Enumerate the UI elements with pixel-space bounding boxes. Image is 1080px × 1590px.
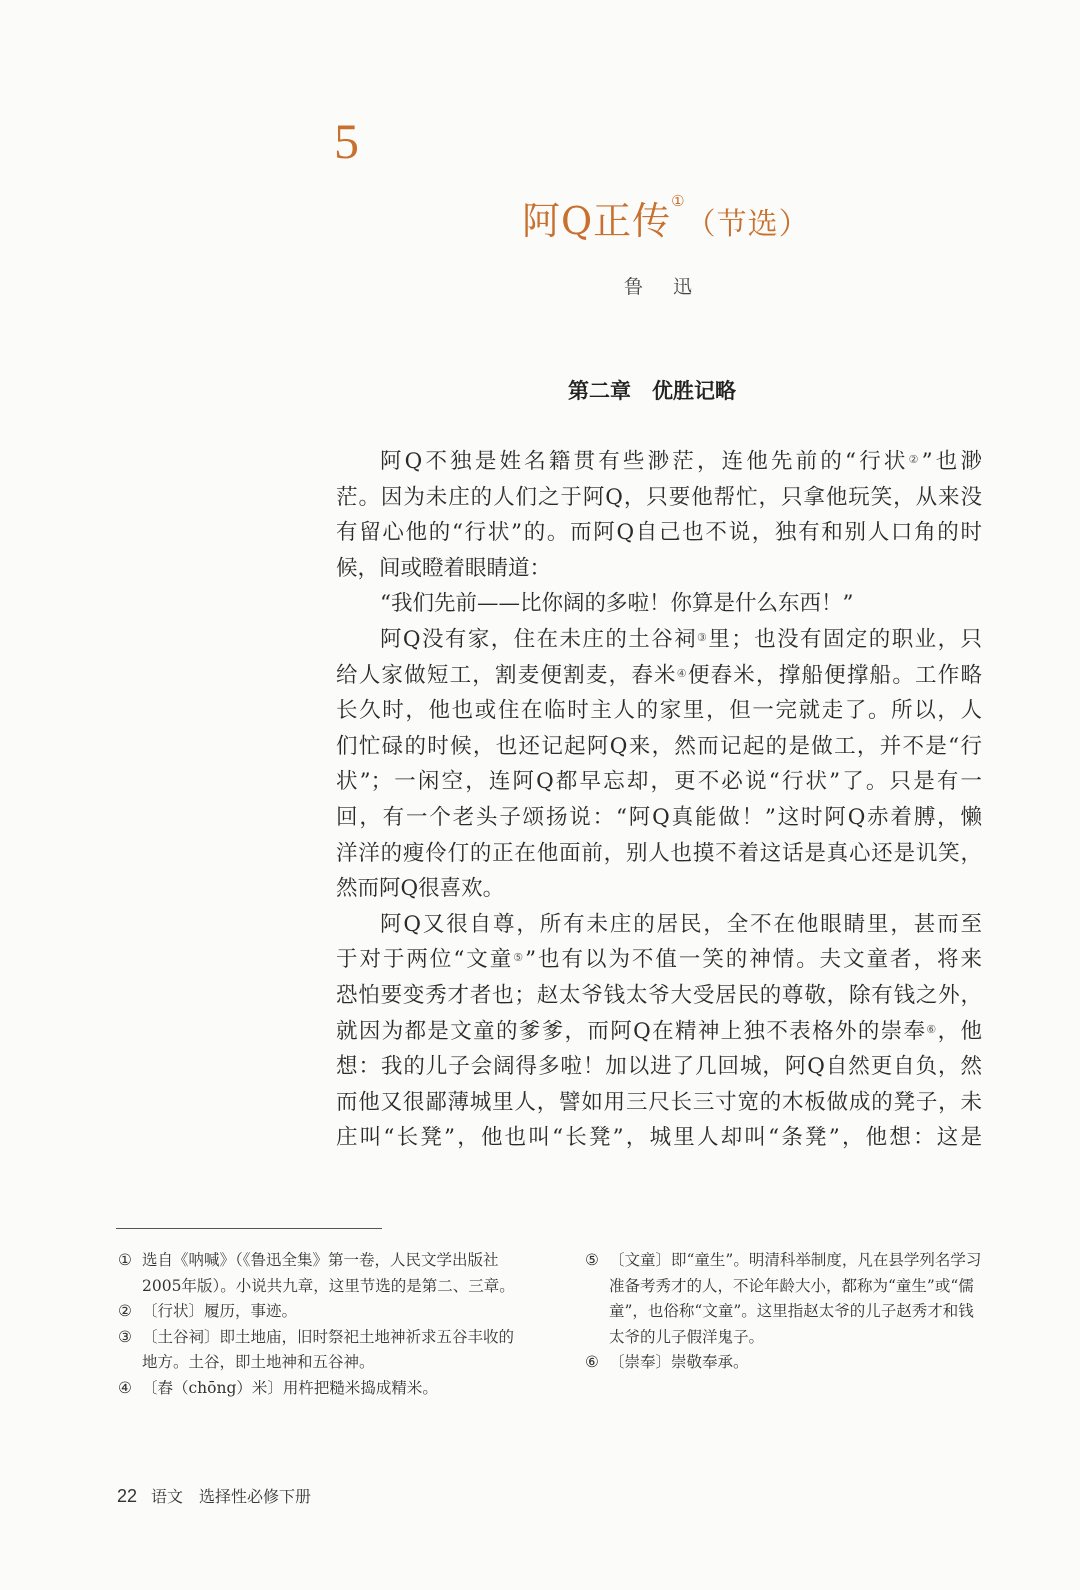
title-main: 阿Q正传 (522, 199, 672, 243)
footnote-mark: ⑤ (585, 1251, 599, 1269)
footnote-mark: ② (118, 1302, 132, 1320)
footnote-text: 〔舂（chōng）米〕用杵把糙米捣成精米。 (142, 1378, 438, 1397)
author: 鲁迅 (624, 276, 723, 298)
title-footnote-mark[interactable]: ① (671, 192, 686, 210)
footnote-text: 〔文童〕即“童生”。明清科举制度，凡在县学列名学习准备考秀才的人，不论年龄大小，都称为“童生”或“儒童”，也俗称“文童”。这里指赵太爷的儿子赵秀才和钱太爷的儿子假洋鬼子。 (609, 1251, 982, 1346)
text-segment: 然而阿Q很喜欢。 (336, 876, 505, 902)
text-line (336, 517, 982, 553)
footnote (118, 1376, 520, 1402)
footnote (585, 1248, 987, 1350)
text-line (336, 731, 982, 767)
footnote-ref[interactable]: ② (908, 453, 922, 466)
footnote-mark: ④ (118, 1378, 132, 1397)
footnote (118, 1325, 520, 1376)
text-segment: 阿Q又很自尊，所有未庄的居民，全不在他眼睛里，甚而至 (380, 911, 982, 937)
text-line (336, 588, 982, 624)
text-line (336, 980, 982, 1016)
text-line (336, 873, 982, 909)
footnote-text: 〔行状〕履历，事迹。 (142, 1302, 298, 1320)
text-segment: 庄叫“长凳”，他也叫“长凳”，城里人却叫“条凳”，他想：这是 (336, 1125, 982, 1151)
text-line (336, 1016, 982, 1052)
text-line (336, 1087, 982, 1123)
text-segment: 有留心他的“行状”的。而阿Q自己也不说，独有和别人口角的时 (336, 520, 982, 546)
text-line (336, 944, 982, 980)
text-line (336, 1122, 982, 1158)
text-line (336, 660, 982, 696)
footnotes-left (118, 1248, 520, 1401)
page-number: 22 (117, 1486, 138, 1506)
text-segment: “我们先前——比你阔的多啦！你算是什么东西！” (380, 591, 854, 617)
text-segment: 状”；一闲空，连阿Q都早忘却，更不必说“行状”了。只是有一 (336, 769, 982, 795)
footnote-ref[interactable]: ④ (676, 666, 688, 680)
text-segment: ”也有以为不值一笑的神情。夫文童者，将来 (525, 947, 982, 973)
text-segment: 恐怕要变秀才者也；赵太爷钱太爷大受居民的尊敬，除有钱之外， (336, 982, 982, 1008)
text-segment: 给人家做短工，割麦便割麦，舂米 (336, 662, 677, 688)
text-line (336, 838, 982, 874)
text-segment: 回，有一个老头子颂扬说：“阿Q真能做！”这时阿Q赤着膊，懒 (336, 804, 982, 830)
text-segment: 茫。因为未庄的人们之于阿Q，只要他帮忙，只拿他玩笑，从来没 (336, 484, 982, 510)
text-line (336, 909, 982, 945)
footnote-ref[interactable]: ⑥ (926, 1022, 938, 1036)
text-line (336, 1051, 982, 1087)
text-line (336, 802, 982, 838)
footnote (118, 1248, 520, 1299)
text-segment: 们忙碌的时候，也还记起阿Q来，然而记起的是做工，并不是“行 (336, 733, 982, 759)
text-segment: 而他又很鄙薄城里人，譬如用三尺长三寸宽的木板做成的凳子，未 (336, 1089, 982, 1115)
text-segment: 就因为都是文童的爹爹，而阿Q在精神上独不表格外的崇奉 (336, 1018, 927, 1044)
text-segment: 想：我的儿子会阔得多啦！加以进了几回城，阿Q自然更自负，然 (336, 1054, 982, 1080)
lesson-title (522, 190, 810, 245)
footnote (118, 1299, 520, 1325)
footnote-text: 选自《呐喊》（《鲁迅全集》第一卷，人民文学出版社2005年版）。小说共九章，这里节选的是第二、三章。 (142, 1251, 515, 1295)
text-segment: 便舂米，撑船便撑船。工作略 (687, 662, 982, 688)
book-name: 语文 选择性必修下册 (151, 1487, 312, 1506)
footnote-ref[interactable]: ③ (697, 630, 709, 644)
text-segment: 洋洋的瘦伶仃的正在他面前，别人也摸不着这话是真心还是讥笑， (336, 840, 982, 866)
footnote-mark: ⑥ (585, 1353, 599, 1371)
footnote-text: 〔土谷祠〕即土地庙，旧时祭祀土地神祈求五谷丰收的地方。土谷，即土地神和五谷神。 (142, 1327, 515, 1371)
text-line (336, 482, 982, 518)
text-segment: 里；也没有固定的职业，只 (708, 626, 982, 652)
text-segment: 长久时，他也或住在临时主人的家里，但一完就走了。所以，人 (336, 698, 982, 724)
footnote-mark: ③ (118, 1327, 132, 1346)
text-line (336, 624, 982, 660)
footnote-ref[interactable]: ⑤ (513, 951, 526, 965)
body-text (336, 446, 982, 1158)
text-segment: 阿Q没有家，住在未庄的土谷祠 (380, 626, 698, 652)
chapter-heading: 第二章 优胜记略 (568, 379, 736, 403)
text-segment: 候，间或瞪着眼睛道： (336, 555, 552, 581)
text-segment: ，他 (937, 1018, 982, 1044)
footnote-divider (116, 1228, 382, 1229)
text-line (336, 766, 982, 802)
text-line (336, 446, 982, 482)
text-segment: ”也渺 (921, 449, 982, 474)
footnote-text: 〔崇奉〕崇敬奉承。 (609, 1353, 749, 1371)
footnote (585, 1350, 987, 1376)
text-segment: 阿Q不独是姓名籍贯有些渺茫，连他先前的“行状 (380, 449, 909, 474)
title-subtitle: （节选） (685, 207, 810, 242)
text-line (336, 695, 982, 731)
text-line (336, 553, 982, 589)
footnote-mark: ① (118, 1251, 132, 1269)
text-segment: 于对于两位“文童 (336, 947, 514, 973)
page-footer (117, 1484, 311, 1507)
lesson-number: 5 (334, 113, 359, 169)
footnotes-right (585, 1248, 987, 1376)
